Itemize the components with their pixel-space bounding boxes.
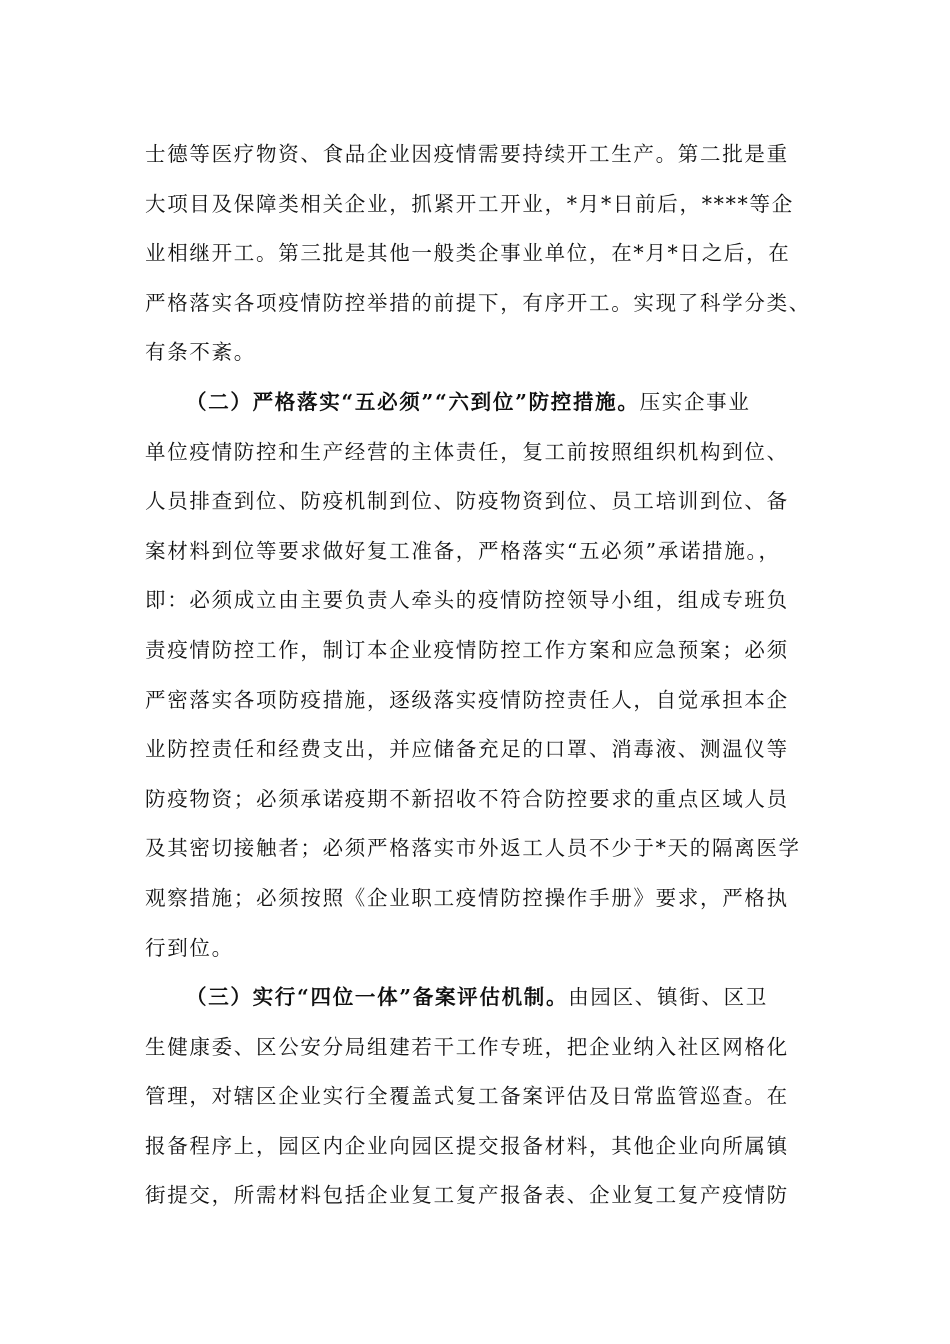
section-heading: （三）实行“四位一体”备案评估机制。 <box>186 985 569 1010</box>
text-line: 业防控责任和经费支出，并应储备充足的口罩、消毒液、测温仪等 <box>145 737 789 762</box>
paragraph-3 <box>145 973 825 1221</box>
text-line: 责疫情防控工作，制订本企业疫情防控工作方案和应急预案；必须 <box>145 637 789 662</box>
text-line: 防疫物资；必须承诺疫期不新招收不符合防控要求的重点区域人员 <box>145 786 789 811</box>
text-line: 严格落实各项疫情防控举措的前提下，有序开工。实现了科学分类、 <box>145 290 811 315</box>
text-line: 大项目及保障类相关企业，抓紧开工开业，*月*日前后，****等企 <box>145 191 794 216</box>
paragraph-first-line <box>145 973 825 1023</box>
text-line: 街提交，所需材料包括企业复工复产报备表、企业复工复产疫情防 <box>145 1183 789 1208</box>
text-line: 有条不紊。 <box>145 340 256 365</box>
text-line: 报备程序上，园区内企业向园区提交报备材料，其他企业向所属镇 <box>145 1133 789 1158</box>
document-body <box>145 130 825 1221</box>
section-heading: （二）严格落实“五必须”“六到位”防控措施。 <box>186 389 640 414</box>
text-line: 观察措施；必须按照《企业职工疫情防控操作手册》要求，严格执 <box>145 885 789 910</box>
text-line: 案材料到位等要求做好复工准备，严格落实“五必须”承诺措施。， <box>145 538 781 563</box>
text-line: 业相继开工。第三批是其他一般类企事业单位，在*月*日之后，在 <box>145 241 791 266</box>
text-line: 生健康委、区公安分局组建若干工作专班，把企业纳入社区网格化 <box>145 1034 789 1059</box>
text-line: 严密落实各项防疫措施，逐级落实疫情防控责任人，自觉承担本企 <box>145 687 789 712</box>
text-line: 行到位。 <box>145 935 234 960</box>
text-line: 士德等医疗物资、食品企业因疫情需要持续开工生产。第二批是重 <box>145 142 789 166</box>
text-line: 单位疫情防控和生产经营的主体责任，复工前按照组织机构到位、 <box>145 439 789 464</box>
text-line: 管理，对辖区企业实行全覆盖式复工备案评估及日常监管巡查。在 <box>145 1084 789 1109</box>
text-line: 及其密切接触者；必须严格落实市外返工人员不少于*天的隔离医学 <box>145 836 801 861</box>
text-line: 人员排查到位、防疫机制到位、防疫物资到位、员工培训到位、备 <box>145 489 789 514</box>
paragraph-1 <box>145 130 825 378</box>
paragraph-first-line <box>145 378 825 428</box>
paragraph-2 <box>145 378 825 973</box>
text-line: 即：必须成立由主要负责人牵头的疫情防控领导小组，组成专班负 <box>145 588 789 613</box>
text-run: 由园区、镇街、区卫 <box>568 985 768 1010</box>
text-run: 压实企事业 <box>639 389 751 414</box>
